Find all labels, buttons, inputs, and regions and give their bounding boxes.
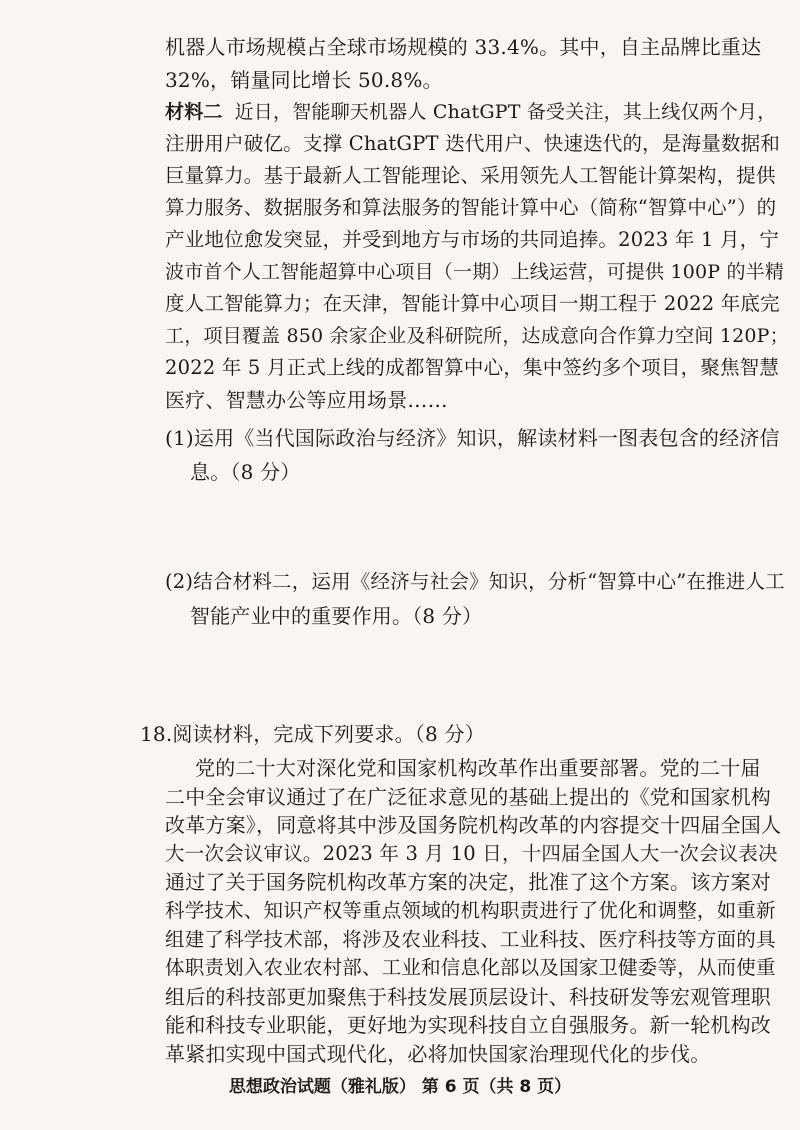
question2-line-2: 智能产业中的重要作用。（8 分） xyxy=(190,604,483,628)
material2-line: 巨量算力。基于最新人工智能理论、采用领先人工智能计算架构，提供 xyxy=(165,164,776,187)
question1-line-1: (1)运用《当代国际政治与经济》知识，解读材料一图表包含的经济信 xyxy=(165,426,780,450)
material2-line: 产业地位愈发突显，并受到地方与市场的共同追捧。2023 年 1 月，宁 xyxy=(165,228,780,251)
question18-line: 改革方案》，同意将其中涉及国务院机构改革的内容提交十四届全国人 xyxy=(165,813,782,838)
material2-line: 度人工智能算力；在天津，智能计算中心项目一期工程于 2022 年底完 xyxy=(165,292,780,315)
question18-line: 二中全会审议通过了在广泛征求意见的基础上提出的《党和国家机构 xyxy=(165,784,771,809)
material2-label: 材料二 xyxy=(165,101,223,123)
material1-line-2: 32%，销量同比增长 50.8%。 xyxy=(165,68,443,92)
material2-line: 2022 年 5 月正式上线的成都智算中心，集中签约多个项目，聚焦智慧 xyxy=(165,356,780,379)
question2-line-1: (2)结合材料二，运用《经济与社会》知识，分析“智算中心”在推进人工 xyxy=(165,570,785,593)
question18-line: 能和科技专业职能，更好地为实现科技自立自强服务。新一轮机构改 xyxy=(165,1013,771,1038)
page-footer: 思想政治试题（雅礼版） 第 6 页（共 8 页） xyxy=(228,1077,572,1097)
answer-space-q2 xyxy=(0,640,800,730)
material2-line: 注册用户破亿。支撑 ChatGPT 迭代用户、快速迭代的，是海量数据和 xyxy=(165,132,781,155)
question18-line: 组建了科学技术部，将涉及农业科技、工业科技、医疗科技等方面的具 xyxy=(165,927,776,951)
material2-line: 波市首个人工智能超算中心项目（一期）上线运营，可提供 100P 的半精 xyxy=(165,261,785,283)
question18-line: 大一次会议审议。2023 年 3 月 10 日，十四届全国人大一次会议表决 xyxy=(165,841,778,865)
question18-line: 科学技术、知识产权等重点领域的机构职责进行了优化和调整，如重新 xyxy=(165,899,776,922)
question18-line: 通过了关于国务院机构改革方案的决定，批准了这个方案。该方案对 xyxy=(165,870,771,895)
question18-line: 体职责划入农业农村部、工业和信息化部以及国家卫健委等，从而使重 xyxy=(165,956,776,980)
material2-line-0: 近日，智能聊天机器人 ChatGPT 备受关注，其上线仅两个月， xyxy=(234,101,777,123)
question18-line: 革紧扣实现中国式现代化，必将加快国家治理现代化的步伐。 xyxy=(165,1042,711,1066)
material2-line: 算力服务、数据服务和算法服务的智能计算中心（简称“智算中心”）的 xyxy=(165,196,777,219)
material2-first-line xyxy=(165,97,776,127)
question1-line-2: 息。（8 分） xyxy=(190,460,301,484)
question18-line: 党的二十大对深化党和国家机构改革作出重要部署。党的二十届 xyxy=(195,756,761,780)
question18-header: 18.阅读材料，完成下列要求。（8 分） xyxy=(140,722,485,746)
material1-line-1: 机器人市场规模占全球市场规模的 33.4%。其中，自主品牌比重达 xyxy=(165,35,762,59)
answer-space-q1 xyxy=(0,500,800,570)
material2-line: 医疗、智慧办公等应用场景…… xyxy=(165,388,448,412)
question18-line: 组后的科技部更加聚焦于科技发展顶层设计、科技研发等宏观管理职 xyxy=(165,984,771,1009)
material2-line: 工，项目覆盖 850 余家企业及科研院所，达成意向合作算力空间 120P； xyxy=(165,325,789,347)
